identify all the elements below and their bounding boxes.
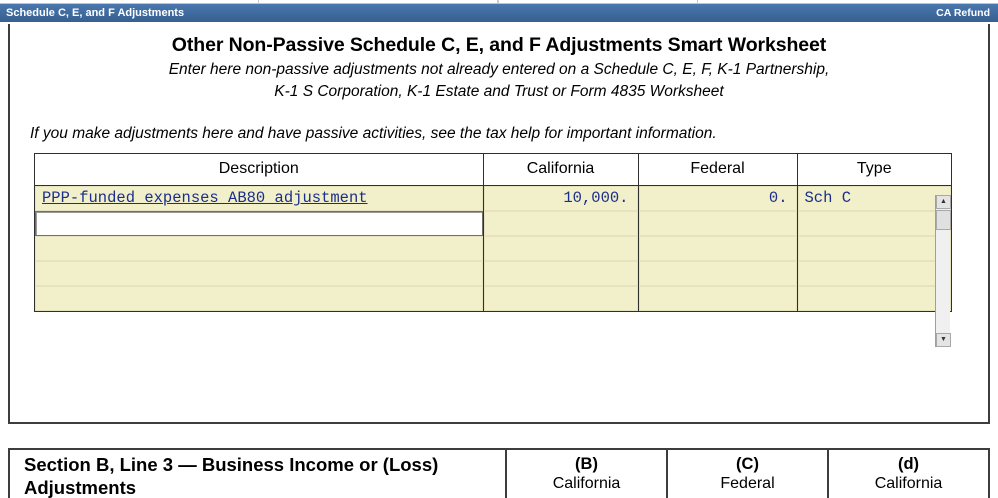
type-input[interactable]	[798, 286, 952, 311]
cell-california[interactable]	[483, 211, 638, 236]
cell-federal[interactable]	[638, 286, 797, 311]
cell-type[interactable]	[797, 185, 951, 211]
section-b-column-b-letter: (B)	[575, 455, 598, 473]
description-input[interactable]	[35, 211, 483, 236]
section-b-column-b-name: California	[552, 475, 621, 493]
federal-input[interactable]	[639, 286, 797, 311]
federal-input[interactable]	[639, 261, 797, 286]
cell-california[interactable]	[483, 261, 638, 286]
cell-california[interactable]	[483, 236, 638, 261]
column-header-type: Type	[797, 154, 951, 186]
column-header-description: Description	[35, 154, 483, 186]
worksheet-note: If you make adjustments here and have passive activities, see the tax help for important information.	[30, 124, 717, 142]
federal-input[interactable]	[639, 211, 797, 236]
cell-federal[interactable]	[638, 185, 797, 211]
section-b-panel	[8, 448, 990, 498]
type-input[interactable]	[798, 236, 952, 261]
description-input[interactable]	[35, 236, 483, 261]
section-b-column-c	[667, 450, 828, 498]
cell-federal[interactable]	[638, 236, 797, 261]
cell-description[interactable]	[35, 211, 483, 236]
description-input[interactable]	[35, 261, 483, 286]
cell-type[interactable]	[797, 236, 951, 261]
type-input[interactable]	[798, 211, 952, 236]
type-input[interactable]	[798, 261, 952, 286]
cell-type[interactable]	[797, 211, 951, 236]
section-b-column-c-letter: (C)	[736, 455, 759, 473]
cell-federal[interactable]	[638, 211, 797, 236]
adjustments-grid	[34, 153, 952, 344]
california-input[interactable]	[484, 286, 638, 311]
table-row[interactable]	[35, 286, 951, 311]
top-strip-segment	[498, 0, 698, 3]
type-input[interactable]: Sch C	[798, 186, 952, 211]
scroll-up-arrow-icon[interactable]: ▲	[936, 195, 951, 209]
page-title: Other Non-Passive Schedule C, E, and F Adjustments Smart Worksheet	[171, 34, 827, 56]
cell-type[interactable]	[797, 261, 951, 286]
worksheet-subheading-line1: Enter here non-passive adjustments not already entered on a Schedule C, E, F, K-1 Partnership,	[168, 61, 830, 78]
cell-description[interactable]	[35, 261, 483, 286]
cell-description[interactable]	[35, 185, 483, 211]
column-header-california: California	[483, 154, 638, 186]
section-b-column-d	[828, 450, 988, 498]
cell-description[interactable]	[35, 286, 483, 311]
description-input[interactable]	[35, 286, 483, 311]
window-titlebar	[0, 4, 998, 22]
section-b-column-d-name: California	[874, 475, 943, 493]
table-row[interactable]	[35, 261, 951, 286]
section-b-column-d-letter: (d)	[897, 455, 920, 473]
ca-refund-indicator: CA Refund	[936, 7, 990, 19]
california-input[interactable]	[484, 261, 638, 286]
smart-worksheet-panel	[8, 24, 990, 424]
section-b-title-line2: Adjustments	[24, 476, 137, 498]
federal-input[interactable]	[639, 236, 797, 261]
description-input[interactable]: PPP-funded expenses AB80 adjustment	[35, 186, 483, 211]
top-strip-segment	[258, 0, 498, 3]
scroll-down-arrow-icon[interactable]: ▼	[936, 333, 951, 347]
table-row[interactable]	[35, 211, 951, 236]
cell-description[interactable]	[35, 236, 483, 261]
california-input[interactable]: 10,000.	[484, 186, 638, 211]
cell-california[interactable]	[483, 286, 638, 311]
cell-federal[interactable]	[638, 261, 797, 286]
scrollbar-thumb[interactable]	[936, 210, 951, 230]
section-b-column-c-name: Federal	[720, 475, 775, 493]
section-b-title-cell	[10, 450, 506, 498]
grid-header-row	[35, 154, 951, 186]
worksheet-subheading-line2: K-1 S Corporation, K-1 Estate and Trust or Form 4835 Worksheet	[274, 83, 724, 101]
window-title: Schedule C, E, and F Adjustments	[6, 7, 185, 19]
cell-type[interactable]	[797, 286, 951, 311]
california-input[interactable]	[484, 211, 638, 236]
grid-vertical-scrollbar[interactable]	[935, 195, 950, 347]
federal-input[interactable]: 0.	[639, 186, 797, 211]
column-header-federal: Federal	[638, 154, 797, 186]
cell-california[interactable]	[483, 185, 638, 211]
table-row[interactable]	[35, 236, 951, 261]
section-b-title-line1: Section B, Line 3 — Business Income or (Loss)	[24, 454, 439, 475]
california-input[interactable]	[484, 236, 638, 261]
table-row[interactable]	[35, 185, 951, 211]
section-b-column-b	[506, 450, 667, 498]
